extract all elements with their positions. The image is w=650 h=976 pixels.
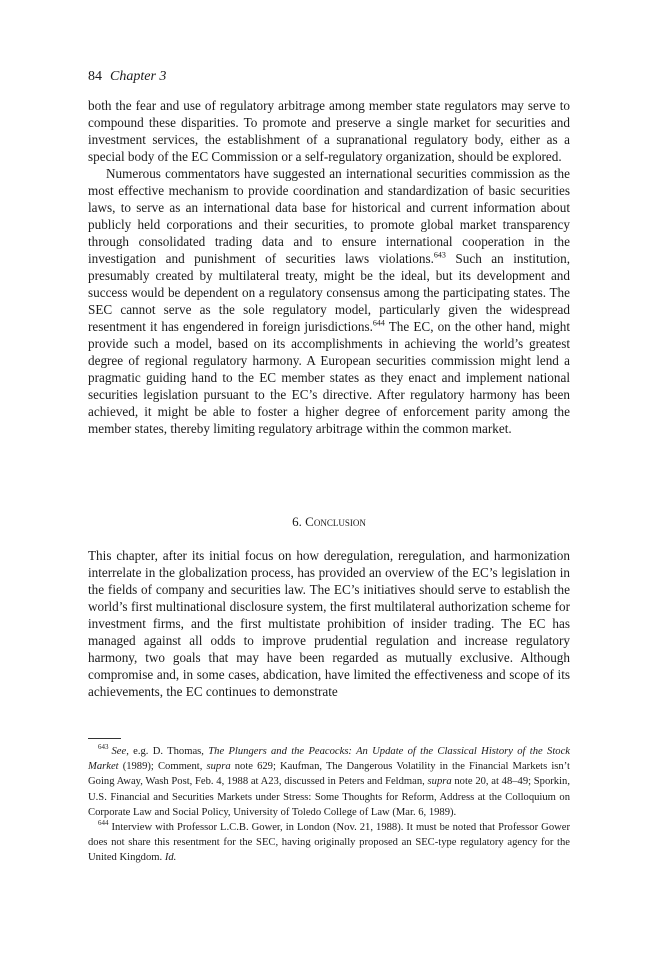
footnote-text: Interview with Professor L.C.B. Gower, in London (Nov. 21, 1988). It must be noted that Professor Gower does not share this resentment for the SEC, having originally proposed an SEC-type regulatory agency for the United Kingdom. xyxy=(88,822,570,864)
paragraph: both the fear and use of regulatory arbitrage among member state regulators may serve to compound these disparities. To promote and preserve a single market for securities and investment services, the establishment of a supranational regulatory body, either as a special body of the EC Commission or a self-regulatory organization, should be explored. xyxy=(88,98,570,164)
page-number: 84 xyxy=(88,69,102,84)
paragraph-text: Numerous commentators have suggested an international securities commission as the most effective mechanism to provide coordination and standardization of basic securities laws, to serve as an international data base for historical and current information about publicly held corporations and their securities, to promote global market transparency through consolidated trading data and to ensure international cooperation in the investigation and punishment of securities laws violations. xyxy=(88,166,570,266)
footnote-ref[interactable]: 644 xyxy=(372,318,385,328)
paragraph-text: The EC, on the other hand, might provide such a model, based on its accomplishments in achieving the world’s greatest degree of regional regulatory harmony. A European securities commission might lend a pragmatic guiding hand to the EC member states as they enact and implement national securities legislation pursuant to the EC’s directive. After regulatory harmony has been achieved, it might be able to foster a higher degree of enforcement parity among the member states, thereby limiting regulatory arbitrage within the common market. xyxy=(88,319,571,436)
paragraph: This chapter, after its initial focus on how deregulation, reregulation, and harmonization interrelate in the globalization process, has provided an overview of the EC’s legislation in the fields of company and securities law. The EC’s initiatives should serve to establish the world’s first multinational disclosure system, the first multilateral authorization scheme for investment firms, and the first multistate prohibition of insider trading. The EC has managed against all odds to improve prudential regulation and increase regulatory harmony, two goals that may have been regarded as mutually exclusive. Although compromise and, in some cases, abdication, have limited the effectiveness and scope of its achievements, the EC continues to demonstrate xyxy=(88,548,570,699)
footnote-rule xyxy=(88,738,121,739)
footnote-text: note 20, at 48–49; Sporkin, U.S. Financial and Securities Markets under Stress: Some Thoughts for Reform, Address at the Colloquium on Corporate Law and Social Policy, University of Toledo College of Law (Mar. 6, 1989). xyxy=(88,776,570,818)
footnote-ref[interactable]: 643 xyxy=(433,250,446,260)
running-header xyxy=(88,68,166,86)
body-text-top xyxy=(88,97,570,437)
footnote-643 xyxy=(88,744,570,820)
section-title: Conclusion xyxy=(305,514,366,529)
chapter-title: Chapter 3 xyxy=(110,69,167,84)
footnote-text: Id. xyxy=(164,852,177,864)
footnote-text: , e.g. D. Thomas, xyxy=(126,746,209,757)
paragraph-text: Such an institution, presumably created by multilateral treaty, might be the ideal, but its development and success would be dependent on a regulatory consensus among the participating states. The SEC cannot serve as the sole regulatory model, particularly given the widespread resentment it has engendered in foreign jurisdictions. xyxy=(88,251,571,334)
body-text-bottom xyxy=(88,547,570,700)
section-heading xyxy=(88,513,570,530)
section-number: 6. xyxy=(292,514,302,529)
footnote-text: supra xyxy=(427,776,452,788)
footnote-644 xyxy=(88,820,570,866)
footnote-text: supra xyxy=(206,761,231,773)
paragraph xyxy=(88,165,570,437)
footnote-text: The Plungers and the Peacocks: An Update of the Classical History of the Stock Market xyxy=(88,746,570,773)
footnote-text: (1989); Comment, xyxy=(118,761,207,773)
footnote-number: 644 xyxy=(98,819,109,828)
footnote-text: See xyxy=(111,746,127,757)
footnote-number: 643 xyxy=(98,743,109,752)
footnote-text: note 629; Kaufman, The Dangerous Volatility in the Financial Markets isn’t Going Away, Wash Post, Feb. 4, 1988 at A23, discussed in Peters and Feldman, xyxy=(88,761,570,788)
footnotes xyxy=(88,744,570,866)
